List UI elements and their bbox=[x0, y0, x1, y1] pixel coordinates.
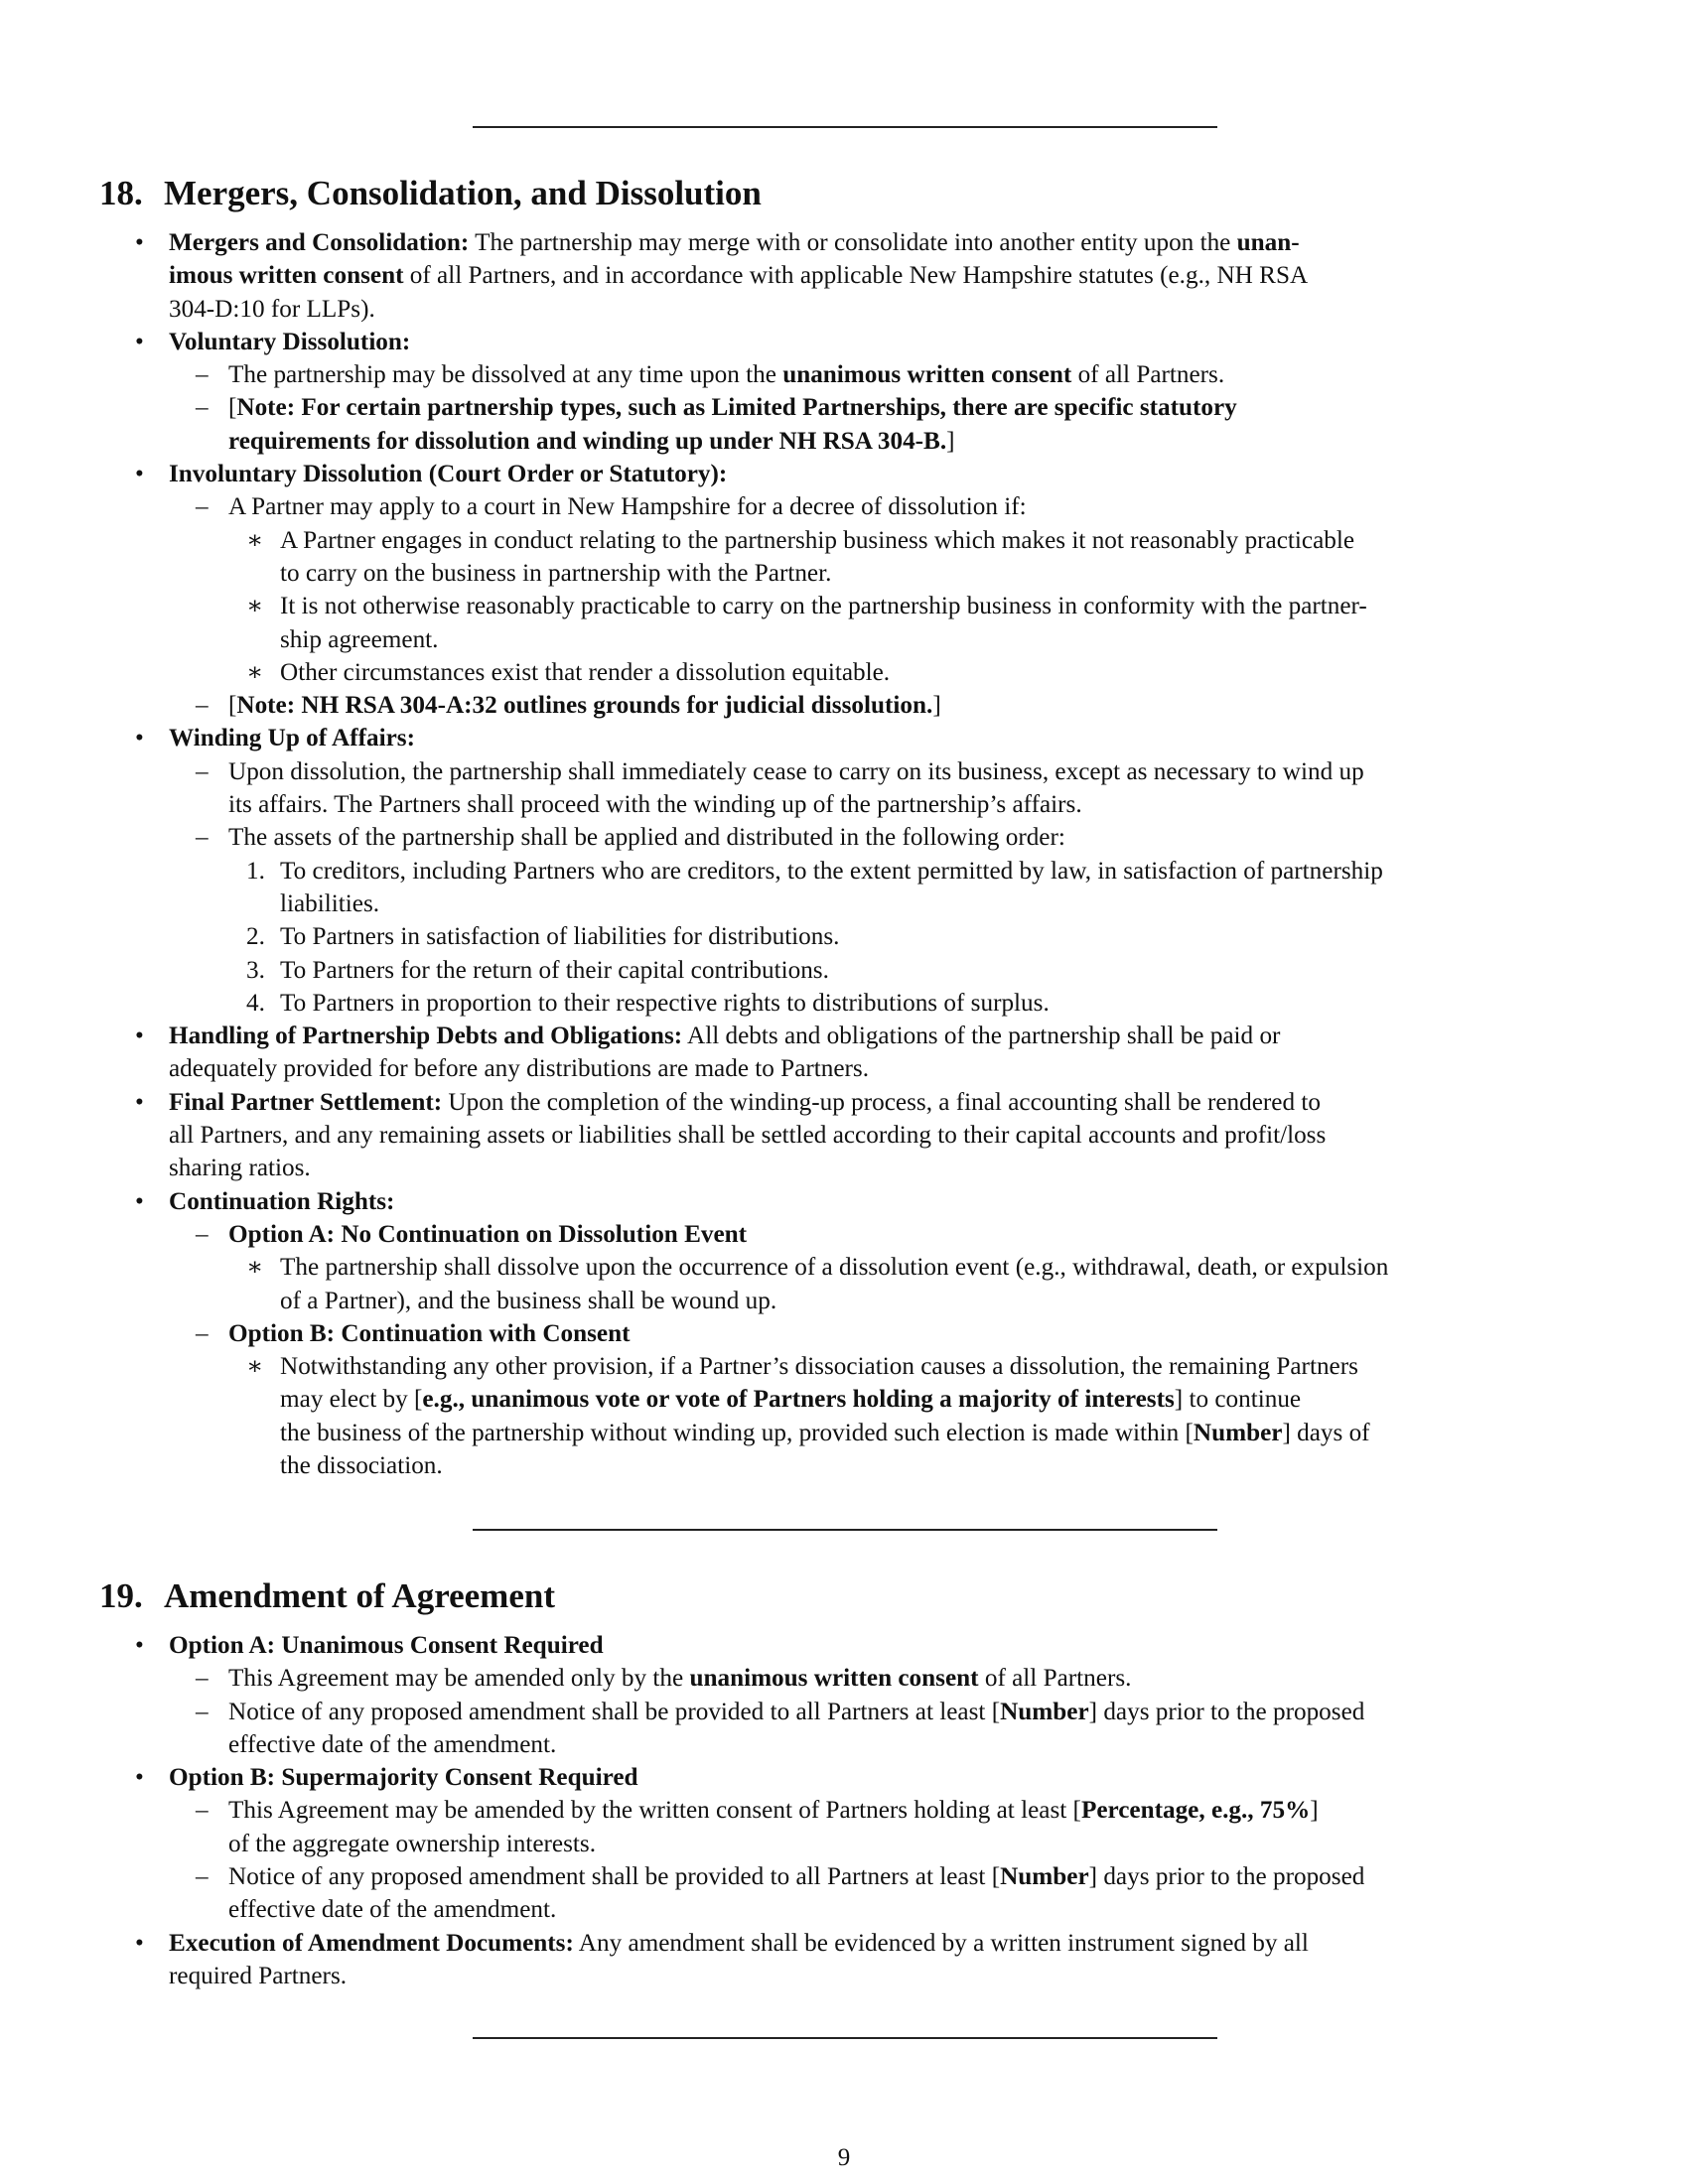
list-marker: ∗ bbox=[246, 1353, 264, 1381]
list-line bbox=[99, 1350, 1589, 1383]
list-text bbox=[228, 1662, 1131, 1695]
bold-text: Winding Up of Affairs: bbox=[169, 725, 415, 752]
list-marker: – bbox=[196, 757, 209, 785]
list-line bbox=[99, 1761, 1589, 1794]
list-text bbox=[280, 987, 1050, 1020]
list-marker: – bbox=[196, 692, 209, 720]
text: ship agreement. bbox=[280, 625, 439, 653]
list-line bbox=[99, 490, 1589, 523]
list-marker: • bbox=[135, 1929, 144, 1957]
list-line bbox=[99, 226, 1589, 259]
list-text bbox=[280, 954, 829, 987]
text: Upon the completion of the winding-up process, a final accounting shall be rendered to bbox=[442, 1088, 1321, 1116]
list-text bbox=[228, 1218, 747, 1251]
list-line bbox=[99, 1828, 1589, 1860]
list-text bbox=[228, 1696, 1364, 1728]
list-text bbox=[280, 623, 438, 656]
text: ] bbox=[932, 692, 941, 720]
list-line bbox=[99, 590, 1589, 622]
list-marker: – bbox=[196, 361, 209, 389]
list-line bbox=[99, 1728, 1589, 1761]
horizontal-rule bbox=[473, 126, 1217, 128]
bold-text: Continuation Rights: bbox=[169, 1187, 395, 1215]
list-text bbox=[228, 1794, 1319, 1827]
bold-text: Mergers and Consolidation: bbox=[169, 229, 470, 256]
list-text bbox=[228, 1860, 1364, 1893]
list-text bbox=[169, 1629, 604, 1662]
text: adequately provided for before any distributions are made to Partners. bbox=[169, 1055, 870, 1083]
text: Notice of any proposed amendment shall be provided to all Partners at least [ bbox=[228, 1698, 1001, 1725]
list-line bbox=[99, 1218, 1589, 1251]
list-line bbox=[99, 1020, 1589, 1052]
list-marker: 3. bbox=[246, 956, 265, 984]
list-text bbox=[169, 1052, 869, 1085]
section-number: 18. bbox=[99, 174, 143, 212]
list-line bbox=[99, 524, 1589, 557]
text: To Partners in satisfaction of liabilities for distributions. bbox=[280, 923, 840, 951]
list-line bbox=[99, 1086, 1589, 1119]
list-line bbox=[99, 887, 1589, 920]
list-text bbox=[169, 259, 1308, 292]
text: Notwithstanding any other provision, if a Partner’s dissociation causes a dissolution, the remaining Partners bbox=[280, 1353, 1358, 1381]
list-text bbox=[280, 1417, 1370, 1449]
list-line bbox=[99, 954, 1589, 987]
text: To Partners for the return of their capital contributions. bbox=[280, 956, 829, 984]
list-text bbox=[280, 1350, 1358, 1383]
list-marker: – bbox=[196, 493, 209, 521]
bold-text: Number bbox=[1193, 1419, 1283, 1446]
list-marker: • bbox=[135, 328, 144, 355]
list-line bbox=[99, 1317, 1589, 1350]
list-marker: 2. bbox=[246, 923, 265, 951]
list-text bbox=[280, 524, 1354, 557]
text: ] days prior to the proposed bbox=[1088, 1863, 1365, 1891]
list-text bbox=[169, 722, 415, 754]
list-marker: – bbox=[196, 1319, 209, 1347]
text: may elect by [ bbox=[280, 1386, 423, 1414]
list-text bbox=[169, 458, 727, 490]
list-marker: ∗ bbox=[246, 658, 264, 686]
list-line bbox=[99, 656, 1589, 689]
text: ] days of bbox=[1282, 1419, 1370, 1446]
list-text bbox=[280, 1383, 1301, 1416]
list-text bbox=[228, 1828, 596, 1860]
list-text bbox=[280, 557, 831, 590]
list-text bbox=[228, 391, 1237, 424]
text: Upon dissolution, the partnership shall immediately cease to carry on its business, except as necessary to wind up bbox=[228, 757, 1364, 785]
section-title: Amendment of Agreement bbox=[164, 1576, 555, 1615]
list-text bbox=[280, 656, 890, 689]
list-marker: • bbox=[135, 229, 144, 256]
bold-text: imous written consent bbox=[169, 262, 404, 290]
horizontal-rule bbox=[473, 2037, 1217, 2039]
bold-text: unanimous written consent bbox=[782, 361, 1072, 389]
text: This Agreement may be amended only by the bbox=[228, 1665, 690, 1693]
list-line bbox=[99, 1152, 1589, 1184]
text: Any amendment shall be evidenced by a written instrument signed by all bbox=[573, 1929, 1309, 1957]
list-text bbox=[228, 490, 1027, 523]
bold-text: Number bbox=[1000, 1863, 1089, 1891]
list-line bbox=[99, 1696, 1589, 1728]
list-line bbox=[99, 1052, 1589, 1085]
list-text bbox=[228, 689, 941, 722]
list-text bbox=[280, 1285, 776, 1317]
text: the dissociation. bbox=[280, 1451, 443, 1479]
bold-text: Note: NH RSA 304-A:32 outlines grounds for judicial dissolution. bbox=[236, 692, 933, 720]
list-text bbox=[169, 1119, 1326, 1152]
list-marker: • bbox=[135, 1088, 144, 1116]
bold-text: Note: For certain partnership types, such as Limited Partnerships, there are specific statutory bbox=[236, 394, 1237, 422]
list-line bbox=[99, 1629, 1589, 1662]
list-marker: ∗ bbox=[246, 593, 264, 620]
list-text bbox=[169, 1020, 1280, 1052]
bold-text: unanimous written consent bbox=[689, 1665, 979, 1693]
text: This Agreement may be amended by the written consent of Partners holding at least [ bbox=[228, 1797, 1081, 1825]
section-18-heading bbox=[99, 174, 1589, 213]
list-text bbox=[280, 1449, 443, 1482]
list-line bbox=[99, 358, 1589, 391]
list-text bbox=[228, 358, 1224, 391]
list-marker: – bbox=[196, 1698, 209, 1725]
text: to carry on the business in partnership with the Partner. bbox=[280, 559, 832, 587]
list-line bbox=[99, 1662, 1589, 1695]
list-text bbox=[169, 1152, 311, 1184]
text: of all Partners. bbox=[1071, 361, 1225, 389]
list-line bbox=[99, 1860, 1589, 1893]
list-text bbox=[228, 425, 955, 458]
list-marker: – bbox=[196, 1797, 209, 1825]
list-marker: – bbox=[196, 824, 209, 852]
list-line bbox=[99, 623, 1589, 656]
list-line bbox=[99, 1185, 1589, 1218]
list-line bbox=[99, 987, 1589, 1020]
list-text bbox=[280, 590, 1367, 622]
list-line bbox=[99, 1417, 1589, 1449]
list-line bbox=[99, 821, 1589, 854]
list-text bbox=[169, 1761, 638, 1794]
text: Notice of any proposed amendment shall be provided to all Partners at least [ bbox=[228, 1863, 1001, 1891]
list-line bbox=[99, 391, 1589, 424]
bold-text: Number bbox=[1000, 1698, 1089, 1725]
text: of the aggregate ownership interests. bbox=[228, 1830, 596, 1857]
list-text bbox=[228, 1317, 631, 1350]
list-marker: • bbox=[135, 725, 144, 752]
bold-text: Percentage, e.g., 75% bbox=[1080, 1797, 1311, 1825]
section-19-heading bbox=[99, 1576, 1589, 1616]
list-text bbox=[280, 1251, 1388, 1284]
bold-text: Involuntary Dissolution (Court Order or Statutory): bbox=[169, 461, 728, 488]
bold-text: e.g., unanimous vote or vote of Partners holding a majority of interests bbox=[422, 1386, 1175, 1414]
text: ] bbox=[1310, 1797, 1319, 1825]
list-line bbox=[99, 458, 1589, 490]
text: liabilities. bbox=[280, 889, 380, 917]
section-19-body bbox=[99, 1629, 1589, 1992]
list-line bbox=[99, 425, 1589, 458]
text: effective date of the amendment. bbox=[228, 1730, 557, 1758]
text: [ bbox=[228, 692, 237, 720]
list-line bbox=[99, 1449, 1589, 1482]
list-line bbox=[99, 326, 1589, 358]
section-title: Mergers, Consolidation, and Dissolution bbox=[164, 174, 762, 212]
list-text bbox=[169, 1960, 347, 1992]
section-number: 19. bbox=[99, 1576, 143, 1615]
text: all Partners, and any remaining assets or liabilities shall be settled according to their capital accounts and profit/loss bbox=[169, 1122, 1327, 1150]
list-text bbox=[228, 1728, 556, 1761]
list-marker: ∗ bbox=[246, 1254, 264, 1282]
list-text bbox=[169, 1185, 394, 1218]
text: To Partners in proportion to their respective rights to distributions of surplus. bbox=[280, 989, 1050, 1017]
text: the business of the partnership without winding up, provided such election is made within [ bbox=[280, 1419, 1194, 1446]
bold-text: Option A: No Continuation on Dissolution Event bbox=[228, 1220, 748, 1248]
text: of a Partner), and the business shall be wound up. bbox=[280, 1287, 777, 1314]
text: Other circumstances exist that render a dissolution equitable. bbox=[280, 658, 891, 686]
list-line bbox=[99, 293, 1589, 326]
list-line bbox=[99, 920, 1589, 953]
list-line bbox=[99, 1285, 1589, 1317]
list-line bbox=[99, 1893, 1589, 1926]
list-text bbox=[228, 788, 1082, 821]
bold-text: Final Partner Settlement: bbox=[169, 1088, 443, 1116]
list-line bbox=[99, 1119, 1589, 1152]
list-line bbox=[99, 755, 1589, 788]
list-line bbox=[99, 1960, 1589, 1992]
list-line bbox=[99, 689, 1589, 722]
text: The partnership shall dissolve upon the occurrence of a dissolution event (e.g., withdrawal, death, or expulsion bbox=[280, 1254, 1389, 1282]
list-line bbox=[99, 1383, 1589, 1416]
list-text bbox=[228, 755, 1364, 788]
text: ] to continue bbox=[1174, 1386, 1302, 1414]
list-text bbox=[228, 821, 1065, 854]
list-marker: • bbox=[135, 461, 144, 488]
bold-text: Handling of Partnership Debts and Obligations: bbox=[169, 1023, 683, 1050]
list-marker: 1. bbox=[246, 857, 265, 885]
list-text bbox=[280, 920, 839, 953]
list-line bbox=[99, 259, 1589, 292]
text: All debts and obligations of the partnership shall be paid or bbox=[682, 1023, 1281, 1050]
list-marker: – bbox=[196, 1863, 209, 1891]
list-text bbox=[169, 326, 410, 358]
text: ] days prior to the proposed bbox=[1088, 1698, 1365, 1725]
text: of all Partners, and in accordance with applicable New Hampshire statutes (e.g., NH RSA bbox=[403, 262, 1309, 290]
text: A Partner engages in conduct relating to the partnership business which makes it not reasonably practicable bbox=[280, 526, 1355, 554]
bold-text: Voluntary Dissolution: bbox=[169, 328, 411, 355]
text: A Partner may apply to a court in New Hampshire for a decree of dissolution if: bbox=[228, 493, 1027, 521]
text: 304-D:10 for LLPs). bbox=[169, 295, 375, 323]
list-marker: • bbox=[135, 1764, 144, 1792]
list-marker: – bbox=[196, 394, 209, 422]
text: The partnership may merge with or consolidate into another entity upon the bbox=[469, 229, 1237, 256]
text: [ bbox=[228, 394, 237, 422]
bold-text: unan- bbox=[1236, 229, 1300, 256]
list-marker: 4. bbox=[246, 989, 265, 1017]
text: sharing ratios. bbox=[169, 1155, 311, 1182]
list-line bbox=[99, 855, 1589, 887]
list-line bbox=[99, 1927, 1589, 1960]
list-text bbox=[169, 1086, 1321, 1119]
list-line bbox=[99, 557, 1589, 590]
list-line bbox=[99, 1251, 1589, 1284]
list-line bbox=[99, 1794, 1589, 1827]
bold-text: Option B: Supermajority Consent Required bbox=[169, 1764, 638, 1792]
text: effective date of the amendment. bbox=[228, 1896, 557, 1924]
horizontal-rule bbox=[473, 1529, 1217, 1531]
list-text bbox=[169, 1927, 1309, 1960]
list-text bbox=[169, 226, 1300, 259]
page-number: 9 bbox=[837, 2144, 851, 2171]
list-marker: – bbox=[196, 1665, 209, 1693]
list-text bbox=[228, 1893, 556, 1926]
bold-text: Option A: Unanimous Consent Required bbox=[169, 1632, 604, 1659]
text: required Partners. bbox=[169, 1962, 348, 1989]
bold-text: Execution of Amendment Documents: bbox=[169, 1929, 574, 1957]
text: The assets of the partnership shall be applied and distributed in the following order: bbox=[228, 824, 1065, 852]
list-marker: ∗ bbox=[246, 526, 264, 554]
text: It is not otherwise reasonably practicable to carry on the partnership business in conformity with the partner- bbox=[280, 593, 1367, 620]
list-line bbox=[99, 788, 1589, 821]
list-marker: • bbox=[135, 1187, 144, 1215]
list-marker: • bbox=[135, 1023, 144, 1050]
text: To creditors, including Partners who are creditors, to the extent permitted by law, in satisfaction of partnership bbox=[280, 857, 1383, 885]
list-marker: • bbox=[135, 1632, 144, 1659]
text: The partnership may be dissolved at any time upon the bbox=[228, 361, 783, 389]
list-text bbox=[169, 293, 375, 326]
list-text bbox=[280, 855, 1383, 887]
list-marker: – bbox=[196, 1220, 209, 1248]
bold-text: requirements for dissolution and winding up under NH RSA 304-B. bbox=[228, 427, 947, 455]
text: ] bbox=[946, 427, 955, 455]
text: of all Partners. bbox=[978, 1665, 1132, 1693]
bold-text: Option B: Continuation with Consent bbox=[228, 1319, 631, 1347]
section-18-body bbox=[99, 226, 1589, 1482]
list-text bbox=[280, 887, 379, 920]
list-line bbox=[99, 722, 1589, 754]
text: its affairs. The Partners shall proceed with the winding up of the partnership’s affairs. bbox=[228, 791, 1082, 819]
